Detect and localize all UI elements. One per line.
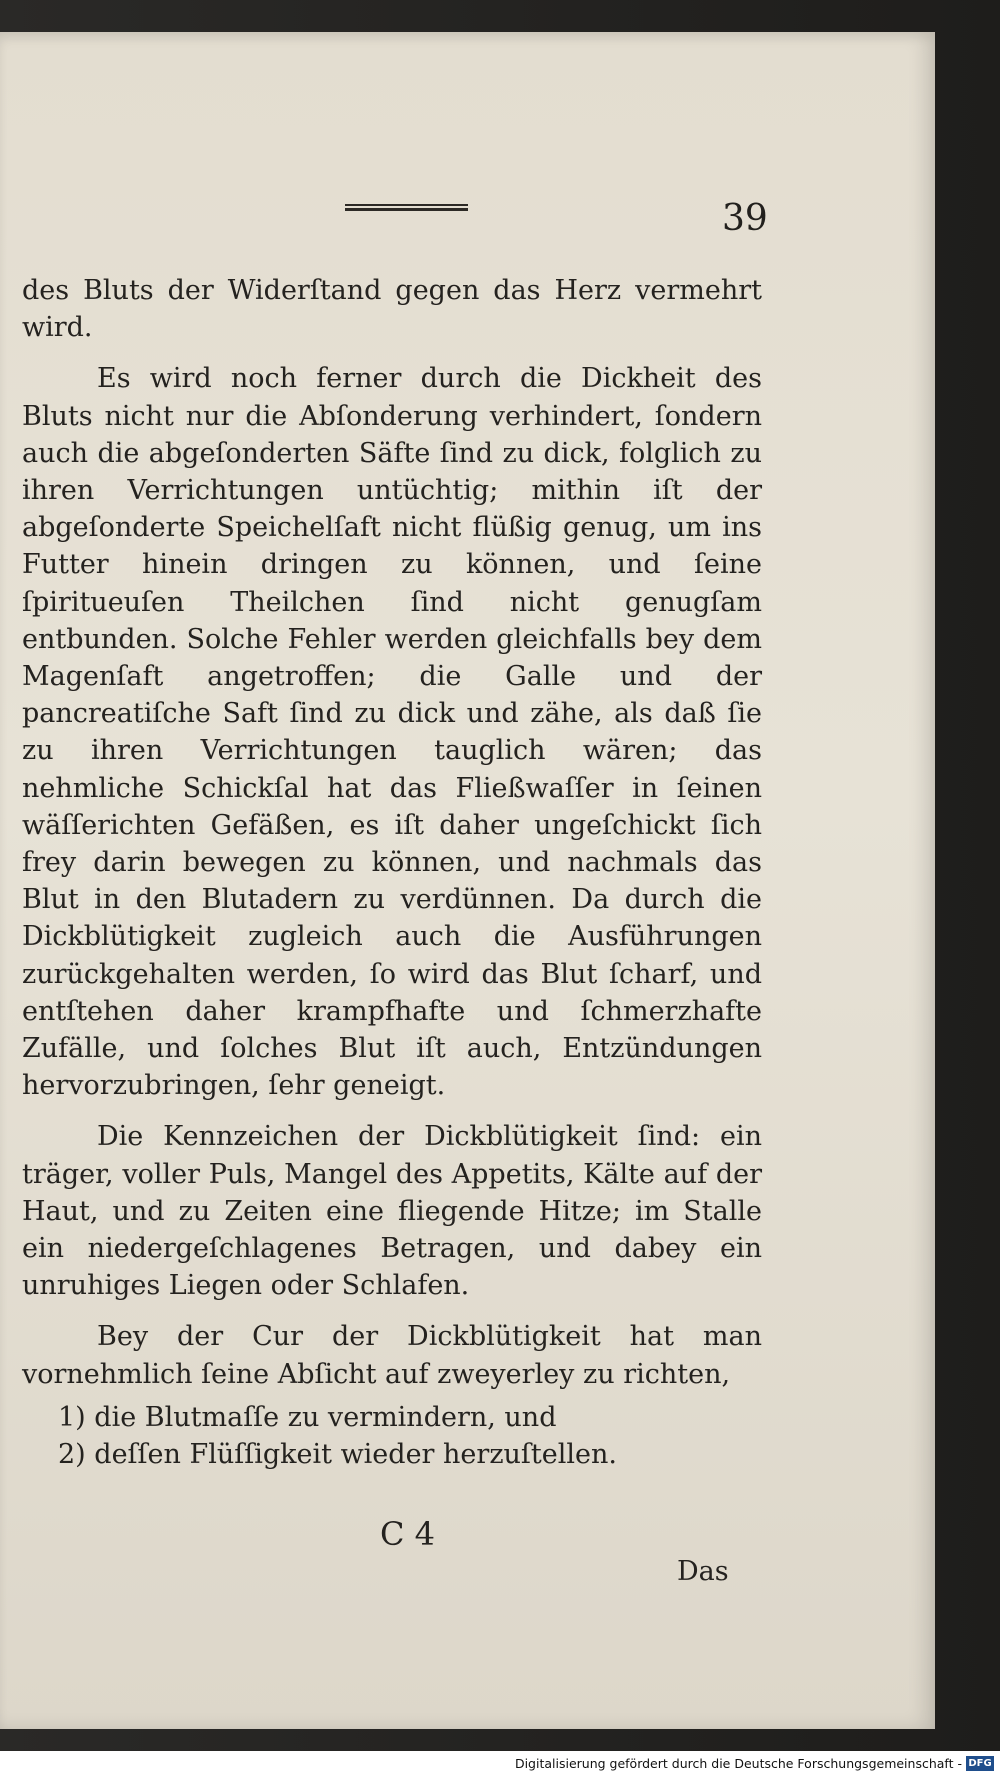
footer-credit-text: Digitalisierung gefördert durch die Deutsche Forschungsgemeinschaft - bbox=[514, 1756, 962, 1771]
header-ornament-rule bbox=[345, 204, 468, 211]
signature-mark: C 4 bbox=[380, 1515, 436, 1553]
catchword: Das bbox=[677, 1556, 729, 1587]
paragraph-continuation: des Bluts der Widerſtand gegen das Herz vermehrt wird. bbox=[22, 275, 762, 344]
list-item: 1) die Blutmaſſe zu vermindern, und bbox=[58, 1401, 557, 1433]
paragraph-symptoms: Die Kennzeichen der Dickblütigkeit ſind: ein träger, voller Puls, Mangel des Appetits, Kälte auf der Haut, und zu Zeiten eine fliegende Hitze; im Stalle ein niedergeſchlagenes Betragen, und dabey ein unruhiges Liegen oder Schlafen. bbox=[22, 1121, 762, 1302]
page-number: 39 bbox=[722, 198, 768, 239]
header-rule-thin bbox=[345, 204, 468, 206]
digitization-footer bbox=[0, 1751, 1000, 1779]
paragraph-thick-blood-effects: Es wird noch ferner durch die Dickheit des Bluts nicht nur die Abſonderung verhindert, ſondern auch die abgeſonderten Säfte ſind zu dick, folglich zu ihren Verrichtungen untüchtig; mithin iſt der abgeſonderte Speichelſaft nicht flüßig genug, um ins Futter hinein dringen zu können, und ſeine ſpiritueuſen Theilchen ſind nicht genugſam entbunden. Solche Fehler werden gleichfalls bey dem Magenſaft angetroffen; die Galle und der pancreatiſche Saft ſind zu dick und zähe, als daß ſie zu ihren Verrichtungen tauglich wären; das nehmliche Schickſal hat das Fließwaſſer in ſeinen wäſſerichten Gefäßen, es iſt daher ungeſchickt ſich frey darin bewegen zu können, und nachmals das Blut in den Blutadern zu verdünnen. Da durch die Dickblütigkeit zugleich auch die Ausführungen zurückgehalten werden, ſo wird das Blut ſcharf, und entſtehen daher krampfhafte und ſchmerzhafte Zufälle, und ſolches Blut iſt auch, Entzündungen hervorzubringen, ſehr geneigt. bbox=[22, 363, 762, 1102]
paragraph-cure-intro: Bey der Cur der Dickblütigkeit hat man vornehmlich ſeine Abſicht auf zweyerley zu richten, bbox=[22, 1321, 762, 1390]
list-item: 2) deſſen Flüſſigkeit wieder herzuſtellen. bbox=[58, 1439, 617, 1471]
book-page bbox=[0, 32, 935, 1729]
header-rule-thick bbox=[345, 208, 468, 211]
body-text bbox=[22, 272, 762, 1473]
dfg-logo: DFG bbox=[966, 1756, 994, 1771]
